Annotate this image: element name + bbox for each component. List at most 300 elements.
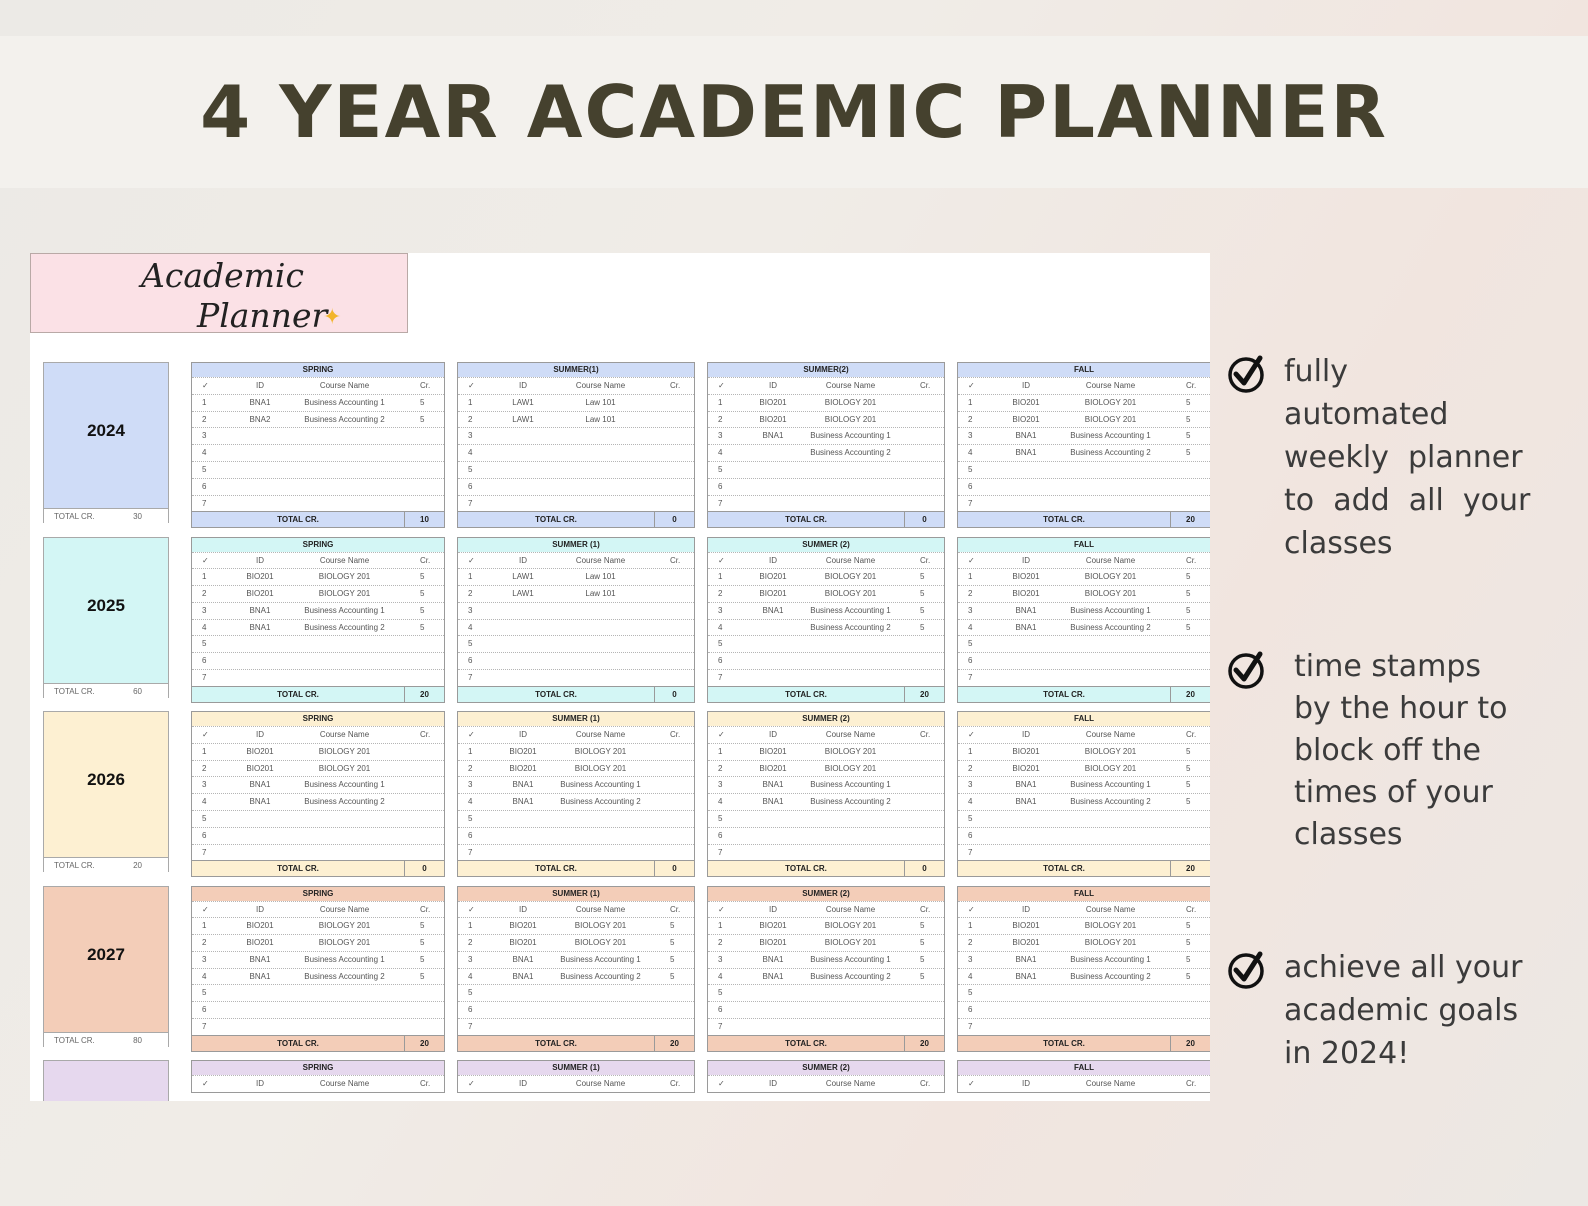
semester-total-value: 20 [1170,687,1210,702]
semester-total-label: TOTAL CR. [1043,515,1085,525]
course-name: BIOLOGY 201 [318,746,371,756]
course-name: BIOLOGY 201 [574,921,627,931]
row-number: 1 [718,921,723,931]
column-header-row [708,1075,944,1092]
course-credits: 5 [1186,397,1191,407]
course-row[interactable] [708,1001,944,1018]
course-column-header: Course Name [575,381,626,390]
course-row[interactable] [708,968,944,985]
course-row[interactable] [708,478,944,495]
check-column-header: ✓ [968,381,975,390]
year-box [43,1060,169,1101]
semester-total-value: 20 [1170,1036,1210,1051]
course-row[interactable] [958,478,1210,495]
course-row[interactable] [192,760,444,777]
course-row[interactable] [458,984,694,1001]
course-row[interactable] [958,411,1210,428]
course-row[interactable] [458,827,694,844]
course-row[interactable] [458,743,694,760]
semester-header: SUMMER(1) [458,363,694,377]
course-column-header: Course Name [575,555,626,565]
course-row[interactable] [958,585,1210,602]
planner-spreadsheet [30,253,1210,1101]
course-row[interactable] [192,568,444,585]
credits-column-header: Cr. [920,904,931,914]
course-credits: 5 [920,589,925,599]
semester-total-row [958,860,1210,876]
row-number: 4 [718,971,723,981]
course-row[interactable] [958,444,1210,461]
course-row[interactable] [708,394,944,411]
course-row[interactable] [708,652,944,669]
course-column-header: Course Name [575,730,626,739]
id-column-header: ID [256,555,264,565]
course-row[interactable] [458,793,694,810]
course-id: BNA1 [762,605,784,615]
course-row[interactable] [708,585,944,602]
course-column-header: Course Name [825,555,876,565]
semester-total-row [458,686,694,702]
course-row[interactable] [708,793,944,810]
course-row[interactable] [192,776,444,793]
course-id: BNA1 [512,797,534,807]
course-row[interactable] [958,635,1210,652]
course-id: BIO201 [509,763,537,773]
row-number: 3 [968,431,973,441]
semester-header: FALL [958,363,1210,377]
course-row[interactable] [708,917,944,934]
semester-total-label: TOTAL CR. [1043,1038,1085,1048]
course-row[interactable] [192,478,444,495]
semester-total-label: TOTAL CR. [535,689,577,699]
row-number: 6 [202,481,207,491]
course-row[interactable] [192,444,444,461]
semester-header: SPRING [192,712,444,726]
course-row[interactable] [708,411,944,428]
course-name: BIOLOGY 201 [318,921,371,931]
semester-total-value: 20 [404,687,444,702]
course-row[interactable] [458,478,694,495]
column-header-row [708,901,944,918]
row-number: 7 [468,498,473,508]
course-name: Law 101 [585,397,616,407]
course-name: BIOLOGY 201 [824,746,877,756]
course-row[interactable] [458,585,694,602]
row-number: 5 [202,813,207,823]
course-name: Business Accounting 2 [304,414,385,424]
course-row[interactable] [192,1018,444,1035]
credits-column-header: Cr. [1186,1079,1197,1088]
row-number: 3 [968,605,973,615]
row-number: 5 [718,464,723,474]
row-number: 2 [202,763,207,773]
semester-total-row [708,511,944,527]
course-row[interactable] [458,444,694,461]
course-row[interactable] [958,951,1210,968]
course-name: BIOLOGY 201 [824,397,877,407]
course-row[interactable] [458,844,694,861]
course-row[interactable] [708,444,944,461]
semester-total-row [458,1035,694,1051]
column-header-row [708,377,944,394]
id-column-header: ID [769,555,777,565]
credits-column-header: Cr. [920,381,931,390]
course-row[interactable] [458,568,694,585]
course-row[interactable] [458,411,694,428]
course-row[interactable] [708,602,944,619]
id-column-header: ID [769,1079,777,1088]
year-box [43,711,169,872]
course-row[interactable] [708,461,944,478]
course-name: BIOLOGY 201 [318,763,371,773]
year-total-label: TOTAL CR. [54,1035,95,1045]
course-name: Business Accounting 2 [304,622,385,632]
course-row[interactable] [192,619,444,636]
course-id: BIO201 [246,746,274,756]
course-row[interactable] [708,619,944,636]
course-id: BNA1 [1015,448,1037,458]
course-name: Business Accounting 2 [810,448,891,458]
course-id: BNA1 [1015,605,1037,615]
course-row[interactable] [708,951,944,968]
semester-total-value: 0 [654,687,694,702]
check-column-header: ✓ [202,904,209,914]
course-row[interactable] [458,934,694,951]
year-total-value: 30 [133,512,142,521]
course-row[interactable] [458,1018,694,1035]
course-row[interactable] [458,652,694,669]
course-id: BIO201 [1012,572,1040,582]
course-row[interactable] [192,635,444,652]
course-name: BIOLOGY 201 [574,746,627,756]
course-row[interactable] [458,669,694,686]
semester-table [457,711,695,877]
course-row[interactable] [192,585,444,602]
course-name: BIOLOGY 201 [574,938,627,948]
course-credits: 5 [420,921,425,931]
row-number: 2 [968,938,973,948]
course-column-header: Course Name [1085,555,1136,565]
course-id: BIO201 [759,572,787,582]
course-credits: 5 [670,938,675,948]
row-number: 6 [468,1005,473,1015]
course-name: Law 101 [585,572,616,582]
semester-total-value: 0 [654,861,694,876]
course-credits: 5 [1186,797,1191,807]
course-id: BNA1 [249,954,271,964]
row-number: 3 [718,780,723,790]
course-id: BNA1 [249,797,271,807]
row-number: 2 [718,589,723,599]
checkmark-circle-icon [1226,648,1268,690]
course-row[interactable] [958,793,1210,810]
column-header-row [958,726,1210,743]
semester-total-label: TOTAL CR. [277,864,319,874]
course-row[interactable] [458,619,694,636]
course-row[interactable] [708,827,944,844]
course-row[interactable] [192,984,444,1001]
semester-total-value: 0 [904,512,944,527]
course-id: LAW1 [512,414,534,424]
check-column-header: ✓ [718,904,725,914]
year-box [43,362,169,523]
course-row[interactable] [958,568,1210,585]
row-number: 3 [202,954,207,964]
course-row[interactable] [708,568,944,585]
course-row[interactable] [458,776,694,793]
semester-table [707,1060,945,1093]
course-row[interactable] [708,776,944,793]
row-number: 4 [968,622,973,632]
course-row[interactable] [708,810,944,827]
course-name: Law 101 [585,589,616,599]
course-row[interactable] [958,669,1210,686]
course-column-header: Course Name [319,555,370,565]
row-number: 5 [968,639,973,649]
course-id: BNA1 [1015,780,1037,790]
semester-table [457,362,695,528]
column-header-row [958,377,1210,394]
course-id: BNA1 [512,954,534,964]
course-row[interactable] [958,652,1210,669]
row-number: 6 [202,1005,207,1015]
course-column-header: Course Name [319,730,370,739]
course-id: BIO201 [246,572,274,582]
course-row[interactable] [708,1018,944,1035]
row-number: 5 [968,988,973,998]
column-header-row [458,552,694,569]
course-row[interactable] [708,743,944,760]
course-row[interactable] [958,968,1210,985]
course-row[interactable] [192,495,444,512]
course-row[interactable] [192,934,444,951]
course-row[interactable] [192,743,444,760]
course-id: BIO201 [759,414,787,424]
row-number: 1 [718,746,723,756]
course-row[interactable] [958,776,1210,793]
course-row[interactable] [958,394,1210,411]
check-column-header: ✓ [202,381,209,390]
row-number: 1 [468,921,473,931]
column-header-row [458,1075,694,1092]
row-number: 1 [718,397,723,407]
course-row[interactable] [958,1018,1210,1035]
row-number: 4 [202,797,207,807]
row-number: 6 [718,1005,723,1015]
semester-total-label: TOTAL CR. [1043,689,1085,699]
course-row[interactable] [458,1001,694,1018]
course-row[interactable] [458,495,694,512]
course-credits: 5 [920,605,925,615]
course-row[interactable] [458,760,694,777]
course-id: BIO201 [1012,397,1040,407]
feature-text-line: automated [1284,397,1449,432]
row-number: 2 [968,763,973,773]
semester-table [707,886,945,1052]
course-row[interactable] [708,635,944,652]
course-row[interactable] [192,652,444,669]
check-column-header: ✓ [718,381,725,390]
semester-total-value: 0 [904,861,944,876]
semester-total-row [958,511,1210,527]
course-row[interactable] [958,1001,1210,1018]
course-row[interactable] [708,984,944,1001]
course-name: BIOLOGY 201 [824,589,877,599]
course-row[interactable] [192,602,444,619]
course-row[interactable] [708,844,944,861]
feature-text-line: classes [1294,817,1403,852]
course-column-header: Course Name [1085,730,1136,739]
row-number: 2 [718,414,723,424]
semester-total-label: TOTAL CR. [535,515,577,525]
course-row[interactable] [708,760,944,777]
course-name: BIOLOGY 201 [1084,572,1137,582]
course-id: BNA1 [1015,797,1037,807]
row-number: 7 [468,1022,473,1032]
course-credits: 5 [670,971,675,981]
row-number: 7 [202,673,207,683]
row-number: 7 [718,673,723,683]
course-row[interactable] [708,669,944,686]
row-number: 4 [968,797,973,807]
year-total-row [44,683,168,699]
course-row[interactable] [958,934,1210,951]
course-column-header: Course Name [1085,381,1136,390]
semester-total-value: 10 [404,512,444,527]
course-name: Business Accounting 2 [560,971,641,981]
course-credits: 5 [420,414,425,424]
semester-header: SUMMER (2) [708,1061,944,1075]
course-row[interactable] [192,669,444,686]
course-row[interactable] [192,461,444,478]
row-number: 6 [968,481,973,491]
semester-total-label: TOTAL CR. [277,689,319,699]
course-name: Business Accounting 1 [560,780,641,790]
row-number: 2 [202,938,207,948]
course-row[interactable] [958,461,1210,478]
row-number: 1 [202,921,207,931]
course-row[interactable] [458,917,694,934]
course-row[interactable] [708,495,944,512]
id-column-header: ID [1022,1079,1030,1088]
course-name: Business Accounting 2 [304,797,385,807]
course-row[interactable] [192,793,444,810]
course-column-header: Course Name [825,1079,876,1088]
feature-text [1284,350,1546,565]
course-row[interactable] [192,810,444,827]
course-credits: 5 [420,622,425,632]
course-row[interactable] [458,968,694,985]
course-row[interactable] [458,951,694,968]
course-row[interactable] [458,602,694,619]
course-credits: 5 [420,954,425,964]
course-row[interactable] [458,635,694,652]
course-row[interactable] [958,495,1210,512]
course-row[interactable] [458,427,694,444]
course-id: BIO201 [1012,414,1040,424]
semester-total-label: TOTAL CR. [277,1038,319,1048]
row-number: 7 [718,1022,723,1032]
course-credits: 5 [670,921,675,931]
column-header-row [458,726,694,743]
row-number: 3 [202,780,207,790]
course-row[interactable] [192,827,444,844]
course-row[interactable] [192,394,444,411]
feature-text-line: achieve all your [1284,950,1523,985]
row-number: 6 [202,656,207,666]
course-credits: 5 [920,971,925,981]
feature-text-line: times of your [1294,775,1493,810]
course-row[interactable] [192,427,444,444]
semester-total-row [192,1035,444,1051]
course-credits: 5 [670,954,675,964]
course-credits: 5 [1186,414,1191,424]
course-id: BIO201 [1012,938,1040,948]
course-id: BIO201 [1012,746,1040,756]
course-row[interactable] [958,810,1210,827]
course-id: BIO201 [1012,589,1040,599]
year-box [43,537,169,698]
course-row[interactable] [192,968,444,985]
row-number: 5 [468,639,473,649]
course-row[interactable] [958,844,1210,861]
semester-header: FALL [958,712,1210,726]
course-row[interactable] [708,934,944,951]
course-row[interactable] [958,827,1210,844]
course-row[interactable] [958,602,1210,619]
semester-total-value: 20 [1170,512,1210,527]
course-id: BIO201 [759,746,787,756]
semester-total-value: 20 [904,1036,944,1051]
check-column-header: ✓ [202,555,209,565]
column-header-row [958,901,1210,918]
id-column-header: ID [769,381,777,390]
course-row[interactable] [958,427,1210,444]
row-number: 1 [968,921,973,931]
course-row[interactable] [192,411,444,428]
feature-text-line: classes [1284,526,1393,561]
course-name: BIOLOGY 201 [1084,921,1137,931]
course-row[interactable] [192,1001,444,1018]
course-row[interactable] [708,427,944,444]
course-row[interactable] [958,984,1210,1001]
course-name: Business Accounting 2 [810,797,891,807]
column-header-row [708,726,944,743]
row-number: 5 [468,464,473,474]
feature-text-line: by the hour to [1294,691,1508,726]
row-number: 2 [468,589,473,599]
semester-table [957,362,1210,528]
semester-total-value: 0 [404,861,444,876]
row-number: 2 [202,414,207,424]
course-row[interactable] [958,917,1210,934]
course-row[interactable] [192,951,444,968]
course-credits: 5 [920,572,925,582]
course-credits: 5 [1186,954,1191,964]
course-row[interactable] [458,461,694,478]
credits-column-header: Cr. [920,730,931,739]
course-credits: 5 [1186,605,1191,615]
course-row[interactable] [958,743,1210,760]
course-row[interactable] [458,394,694,411]
course-row[interactable] [458,810,694,827]
course-id: BNA2 [249,414,271,424]
course-row[interactable] [958,619,1210,636]
course-row[interactable] [192,917,444,934]
year-total-label: TOTAL CR. [54,861,95,870]
course-row[interactable] [958,760,1210,777]
course-row[interactable] [192,844,444,861]
